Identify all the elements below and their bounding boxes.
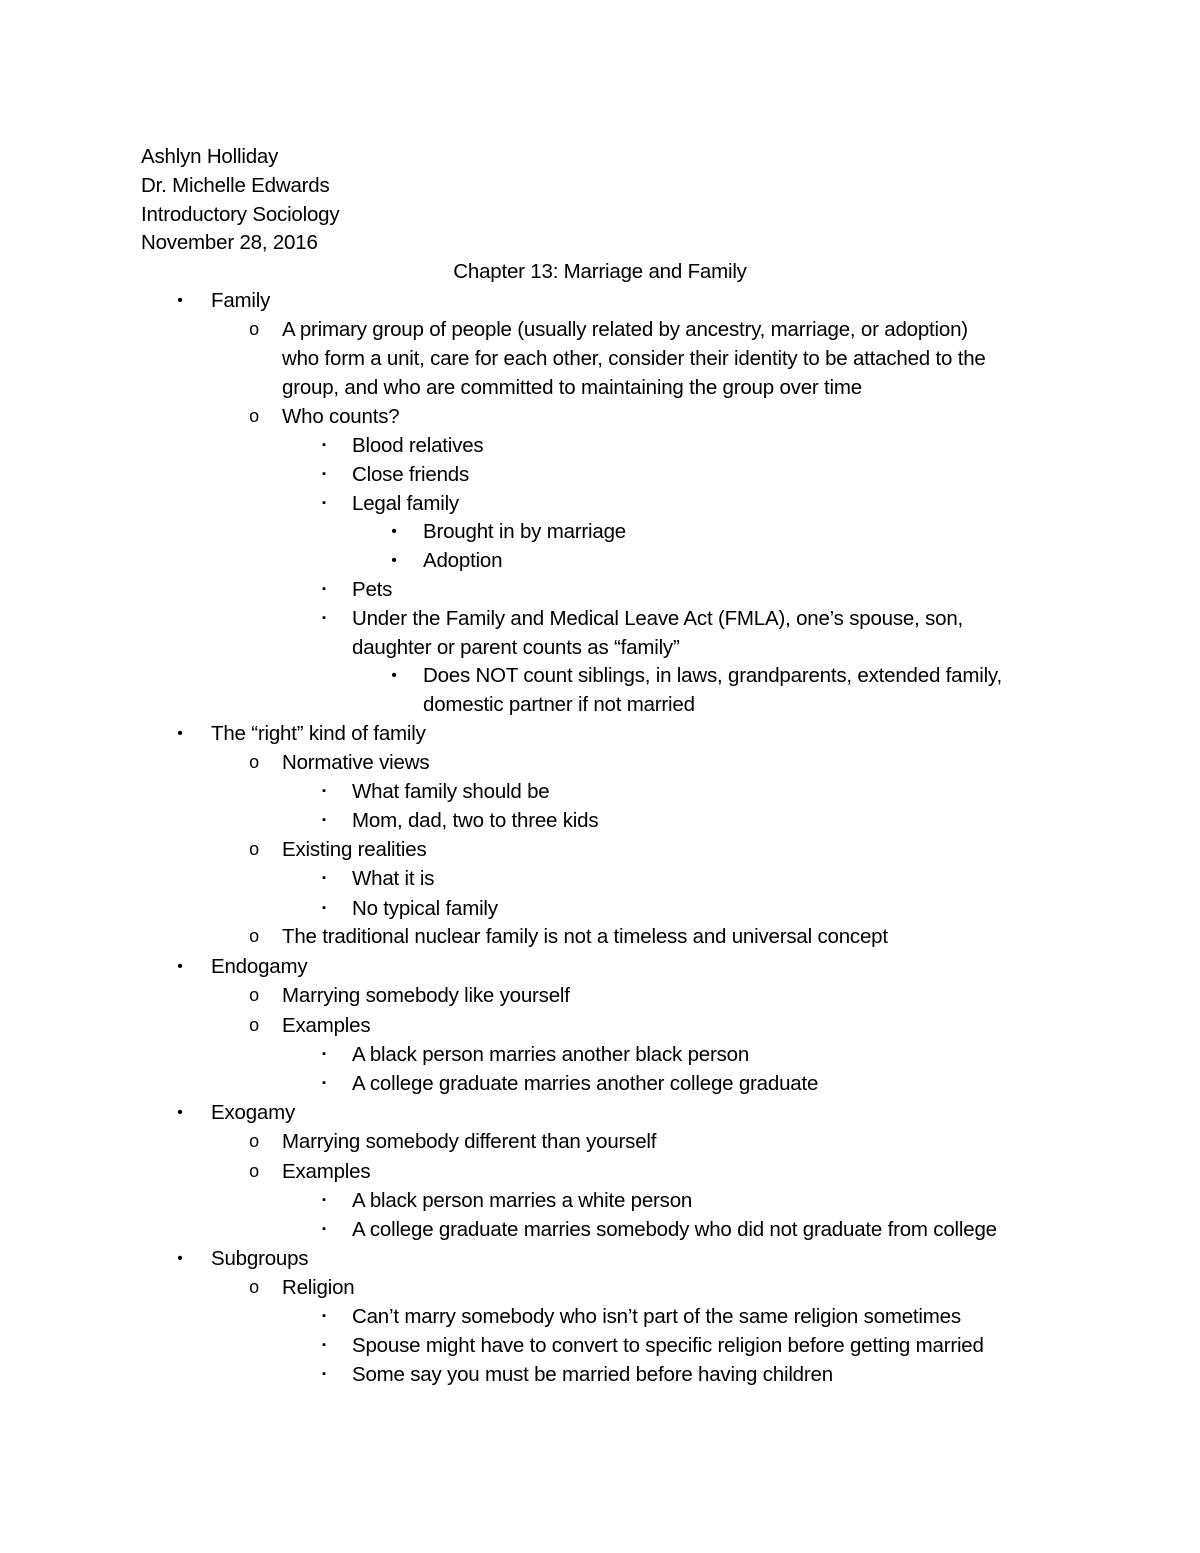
bullet-disc: • bbox=[177, 1250, 183, 1267]
bullet-disc: • bbox=[391, 552, 397, 569]
instructor-name: Dr. Michelle Edwards bbox=[141, 174, 330, 197]
page-title: Chapter 13: Marriage and Family bbox=[453, 260, 747, 283]
bullet-square: ▪ bbox=[322, 1194, 326, 1206]
list-item: Can’t marry somebody who isn’t part of the same religion sometimes bbox=[352, 1305, 961, 1328]
list-item: Pets bbox=[352, 578, 393, 601]
bullet-circle: o bbox=[249, 1161, 259, 1181]
list-item: Brought in by marriage bbox=[423, 520, 626, 543]
bullet-circle: o bbox=[249, 926, 259, 946]
bullet-square: ▪ bbox=[322, 785, 326, 797]
list-item-continuation: domestic partner if not married bbox=[423, 693, 695, 716]
list-item-continuation: who form a unit, care for each other, consider their identity to be attached to the bbox=[282, 347, 986, 370]
bullet-square: ▪ bbox=[322, 814, 326, 826]
bullet-square: ▪ bbox=[322, 468, 326, 480]
bullet-square: ▪ bbox=[322, 612, 326, 624]
list-item: Under the Family and Medical Leave Act (FMLA), one’s spouse, son, bbox=[352, 607, 964, 630]
bullet-disc: • bbox=[177, 725, 183, 742]
list-item: Mom, dad, two to three kids bbox=[352, 809, 599, 832]
list-item: The “right” kind of family bbox=[211, 722, 426, 745]
bullet-disc: • bbox=[177, 958, 183, 975]
list-item: A college graduate marries somebody who did not graduate from college bbox=[352, 1218, 997, 1241]
author-name: Ashlyn Holliday bbox=[141, 145, 279, 168]
bullet-circle: o bbox=[249, 406, 259, 426]
list-item: Adoption bbox=[423, 549, 503, 572]
list-item: Existing realities bbox=[282, 838, 427, 861]
list-item: A primary group of people (usually related by ancestry, marriage, or adoption) bbox=[282, 318, 968, 341]
list-item: Spouse might have to convert to specific religion before getting married bbox=[352, 1334, 984, 1357]
list-item: The traditional nuclear family is not a timeless and universal concept bbox=[282, 925, 888, 948]
bullet-circle: o bbox=[249, 985, 259, 1005]
bullet-square: ▪ bbox=[322, 1339, 326, 1351]
bullet-circle: o bbox=[249, 1131, 259, 1151]
bullet-disc: • bbox=[177, 292, 183, 309]
list-item: Endogamy bbox=[211, 955, 308, 978]
list-item: Normative views bbox=[282, 751, 430, 774]
bullet-circle: o bbox=[249, 839, 259, 859]
bullet-square: ▪ bbox=[322, 1310, 326, 1322]
bullet-square: ▪ bbox=[322, 1048, 326, 1060]
bullet-disc: • bbox=[391, 667, 397, 684]
bullet-square: ▪ bbox=[322, 902, 326, 914]
bullet-circle: o bbox=[249, 1277, 259, 1297]
bullet-square: ▪ bbox=[322, 1368, 326, 1380]
bullet-circle: o bbox=[249, 319, 259, 339]
list-item: What family should be bbox=[352, 780, 550, 803]
list-item: Examples bbox=[282, 1014, 371, 1037]
list-item-continuation: daughter or parent counts as “family” bbox=[352, 636, 680, 659]
list-item: A black person marries a white person bbox=[352, 1189, 693, 1212]
list-item: Some say you must be married before having children bbox=[352, 1363, 833, 1386]
list-item: No typical family bbox=[352, 897, 498, 920]
bullet-square: ▪ bbox=[322, 497, 326, 509]
bullet-square: ▪ bbox=[322, 583, 326, 595]
list-item: Legal family bbox=[352, 492, 459, 515]
list-item: Religion bbox=[282, 1276, 355, 1299]
bullet-disc: • bbox=[391, 523, 397, 540]
bullet-square: ▪ bbox=[322, 439, 326, 451]
bullet-square: ▪ bbox=[322, 872, 326, 884]
list-item: Blood relatives bbox=[352, 434, 484, 457]
list-item: Does NOT count siblings, in laws, grandparents, extended family, bbox=[423, 664, 1002, 687]
bullet-square: ▪ bbox=[322, 1077, 326, 1089]
course-name: Introductory Sociology bbox=[141, 203, 340, 226]
list-item: A college graduate marries another college graduate bbox=[352, 1072, 819, 1095]
document-date: November 28, 2016 bbox=[141, 231, 318, 254]
list-item: A black person marries another black person bbox=[352, 1043, 750, 1066]
list-item: Examples bbox=[282, 1160, 371, 1183]
list-item-continuation: group, and who are committed to maintaining the group over time bbox=[282, 376, 862, 399]
list-item: Subgroups bbox=[211, 1247, 309, 1270]
bullet-circle: o bbox=[249, 752, 259, 772]
bullet-square: ▪ bbox=[322, 1223, 326, 1235]
bullet-circle: o bbox=[249, 1015, 259, 1035]
list-item: Marrying somebody different than yourself bbox=[282, 1130, 657, 1153]
bullet-disc: • bbox=[177, 1104, 183, 1121]
list-item: Marrying somebody like yourself bbox=[282, 984, 570, 1007]
list-item: Who counts? bbox=[282, 405, 400, 428]
list-item: Family bbox=[211, 289, 271, 312]
list-item: Close friends bbox=[352, 463, 470, 486]
list-item: What it is bbox=[352, 867, 435, 890]
list-item: Exogamy bbox=[211, 1101, 296, 1124]
